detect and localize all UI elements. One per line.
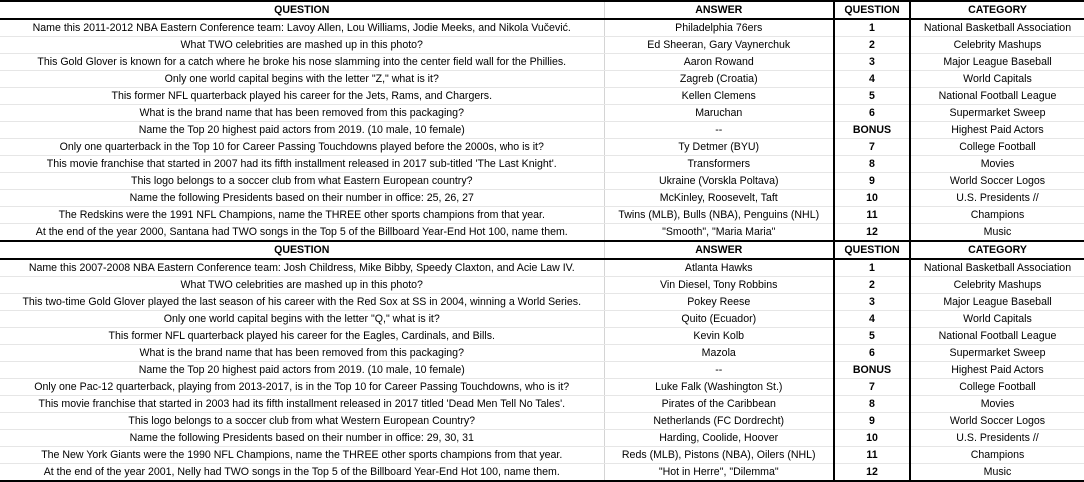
answer-cell: Transformers: [604, 156, 834, 173]
category-cell: World Soccer Logos: [910, 413, 1084, 430]
answer-cell: Ukraine (Vorskla Poltava): [604, 173, 834, 190]
question-cell: This former NFL quarterback played his career for the Jets, Rams, and Chargers.: [0, 88, 604, 105]
answer-cell: --: [604, 122, 834, 139]
question-cell: Name this 2007-2008 NBA Eastern Conference team: Josh Childress, Mike Bibby, Speedy Claxton, and Acie Law IV.: [0, 259, 604, 277]
question-cell: This logo belongs to a soccer club from what Eastern European country?: [0, 173, 604, 190]
table-row: [0, 105, 1084, 122]
answer-cell: Philadelphia 76ers: [604, 19, 834, 37]
table-row: [0, 259, 1084, 277]
category-cell: World Soccer Logos: [910, 173, 1084, 190]
question-cell: This logo belongs to a soccer club from what Western European Country?: [0, 413, 604, 430]
answer-cell: "Hot in Herre", "Dilemma": [604, 464, 834, 482]
category-cell: Music: [910, 224, 1084, 242]
table-row: [0, 277, 1084, 294]
table-row: [0, 328, 1084, 345]
answer-cell: Netherlands (FC Dordrecht): [604, 413, 834, 430]
category-cell: World Capitals: [910, 71, 1084, 88]
table-row: [0, 311, 1084, 328]
question-cell: What TWO celebrities are mashed up in this photo?: [0, 277, 604, 294]
category-cell: Major League Baseball: [910, 54, 1084, 71]
question-number-cell: 4: [834, 71, 910, 88]
answer-cell: Vin Diesel, Tony Robbins: [604, 277, 834, 294]
question-cell: Only one world capital begins with the letter "Z," what is it?: [0, 71, 604, 88]
question-number-cell: 6: [834, 345, 910, 362]
table-row: [0, 139, 1084, 156]
category-cell: Supermarket Sweep: [910, 105, 1084, 122]
question-cell: Name the Top 20 highest paid actors from 2019. (10 male, 10 female): [0, 362, 604, 379]
question-number-cell: 11: [834, 447, 910, 464]
question-number-cell: 3: [834, 294, 910, 311]
table-row: [0, 224, 1084, 242]
answer-cell: Kellen Clemens: [604, 88, 834, 105]
table-row: [0, 447, 1084, 464]
question-cell: This movie franchise that started in 2003 had its fifth installment released in 2017 titled 'Dead Men Tell No Tales'.: [0, 396, 604, 413]
question-number-cell: 5: [834, 88, 910, 105]
table-row: [0, 156, 1084, 173]
category-cell: National Football League: [910, 328, 1084, 345]
category-cell: National Football League: [910, 88, 1084, 105]
table-row: [0, 345, 1084, 362]
question-number-cell: 1: [834, 19, 910, 37]
question-number-cell: 10: [834, 430, 910, 447]
table-row: [0, 430, 1084, 447]
question-number-cell: 2: [834, 277, 910, 294]
table-row: [0, 37, 1084, 54]
question-cell: Only one world capital begins with the letter "Q," what is it?: [0, 311, 604, 328]
question-cell: Name the following Presidents based on their number in office: 29, 30, 31: [0, 430, 604, 447]
question-cell: Name the Top 20 highest paid actors from 2019. (10 male, 10 female): [0, 122, 604, 139]
question-cell: The New York Giants were the 1990 NFL Champions, name the THREE other sports champions from that year.: [0, 447, 604, 464]
category-cell: Major League Baseball: [910, 294, 1084, 311]
section-header-row: [0, 241, 1084, 259]
table-row: [0, 396, 1084, 413]
answer-column-header: ANSWER: [604, 241, 834, 259]
question-cell: At the end of the year 2000, Santana had TWO songs in the Top 5 of the Billboard Year-End Hot 100, name them.: [0, 224, 604, 242]
answer-cell: Aaron Rowand: [604, 54, 834, 71]
answer-cell: Twins (MLB), Bulls (NBA), Penguins (NHL): [604, 207, 834, 224]
question-cell: What TWO celebrities are mashed up in this photo?: [0, 37, 604, 54]
question-number-cell: 8: [834, 156, 910, 173]
sheet-body: [0, 1, 1084, 481]
question-cell: At the end of the year 2001, Nelly had TWO songs in the Top 5 of the Billboard Year-End Hot 100, name them.: [0, 464, 604, 482]
table-row: [0, 190, 1084, 207]
table-row: [0, 71, 1084, 88]
answer-cell: Kevin Kolb: [604, 328, 834, 345]
answer-cell: Mazola: [604, 345, 834, 362]
table-row: [0, 173, 1084, 190]
category-cell: Celebrity Mashups: [910, 37, 1084, 54]
question-number-column-header: QUESTION: [834, 1, 910, 19]
question-number-cell: 11: [834, 207, 910, 224]
question-cell: This former NFL quarterback played his career for the Eagles, Cardinals, and Bills.: [0, 328, 604, 345]
question-column-header: QUESTION: [0, 241, 604, 259]
question-number-cell: 7: [834, 379, 910, 396]
category-cell: Music: [910, 464, 1084, 482]
category-cell: College Football: [910, 139, 1084, 156]
question-cell: This Gold Glover is known for a catch where he broke his nose slamming into the center field wall for the Phillies.: [0, 54, 604, 71]
question-number-cell: 12: [834, 464, 910, 482]
question-number-cell: 3: [834, 54, 910, 71]
category-cell: Movies: [910, 396, 1084, 413]
question-number-cell: 9: [834, 413, 910, 430]
question-cell: Only one Pac-12 quarterback, playing from 2013-2017, is in the Top 10 for Career Passing Touchdowns, who is it?: [0, 379, 604, 396]
answer-cell: Harding, Coolide, Hoover: [604, 430, 834, 447]
question-cell: Name this 2011-2012 NBA Eastern Conference team: Lavoy Allen, Lou Williams, Jodie Meeks, and Nikola Vučević.: [0, 19, 604, 37]
answer-cell: Atlanta Hawks: [604, 259, 834, 277]
answer-cell: --: [604, 362, 834, 379]
table-row: [0, 413, 1084, 430]
table-row: [0, 207, 1084, 224]
question-column-header: QUESTION: [0, 1, 604, 19]
question-number-cell: 6: [834, 105, 910, 122]
category-cell: Movies: [910, 156, 1084, 173]
question-number-cell: 12: [834, 224, 910, 242]
question-cell: Only one quarterback in the Top 10 for Career Passing Touchdowns played before the 2000s, who is it?: [0, 139, 604, 156]
question-number-cell: 7: [834, 139, 910, 156]
answer-cell: Luke Falk (Washington St.): [604, 379, 834, 396]
question-number-cell: 10: [834, 190, 910, 207]
question-number-cell: 1: [834, 259, 910, 277]
answer-cell: Ty Detmer (BYU): [604, 139, 834, 156]
category-cell: Champions: [910, 207, 1084, 224]
question-number-cell: 5: [834, 328, 910, 345]
question-cell: This movie franchise that started in 2007 had its fifth installment released in 2017 sub-titled 'The Last Knight'.: [0, 156, 604, 173]
category-cell: Highest Paid Actors: [910, 122, 1084, 139]
answer-cell: McKinley, Roosevelt, Taft: [604, 190, 834, 207]
section-header-row: [0, 1, 1084, 19]
question-cell: Name the following Presidents based on their number in office: 25, 26, 27: [0, 190, 604, 207]
answer-cell: Zagreb (Croatia): [604, 71, 834, 88]
question-number-cell: 9: [834, 173, 910, 190]
question-cell: The Redskins were the 1991 NFL Champions, name the THREE other sports champions from that year.: [0, 207, 604, 224]
question-number-cell: BONUS: [834, 122, 910, 139]
table-row: [0, 54, 1084, 71]
table-row: [0, 294, 1084, 311]
category-cell: U.S. Presidents //: [910, 430, 1084, 447]
answer-cell: Maruchan: [604, 105, 834, 122]
table-row: [0, 464, 1084, 482]
question-number-cell: BONUS: [834, 362, 910, 379]
category-cell: College Football: [910, 379, 1084, 396]
question-number-cell: 4: [834, 311, 910, 328]
question-cell: This two-time Gold Glover played the last season of his career with the Red Sox at SS in 2004, winning a World Series.: [0, 294, 604, 311]
question-cell: What is the brand name that has been removed from this packaging?: [0, 105, 604, 122]
question-number-cell: 2: [834, 37, 910, 54]
question-number-column-header: QUESTION: [834, 241, 910, 259]
table-row: [0, 122, 1084, 139]
category-cell: Highest Paid Actors: [910, 362, 1084, 379]
category-cell: U.S. Presidents //: [910, 190, 1084, 207]
category-cell: Supermarket Sweep: [910, 345, 1084, 362]
category-column-header: CATEGORY: [910, 241, 1084, 259]
answer-cell: Pokey Reese: [604, 294, 834, 311]
category-cell: Celebrity Mashups: [910, 277, 1084, 294]
question-cell: What is the brand name that has been removed from this packaging?: [0, 345, 604, 362]
answer-cell: Quito (Ecuador): [604, 311, 834, 328]
category-cell: Champions: [910, 447, 1084, 464]
table-row: [0, 362, 1084, 379]
category-cell: National Basketball Association: [910, 259, 1084, 277]
answer-cell: Reds (MLB), Pistons (NBA), Oilers (NHL): [604, 447, 834, 464]
answer-cell: Pirates of the Caribbean: [604, 396, 834, 413]
answer-cell: "Smooth", "Maria Maria": [604, 224, 834, 242]
category-column-header: CATEGORY: [910, 1, 1084, 19]
table-row: [0, 19, 1084, 37]
table-row: [0, 379, 1084, 396]
answer-cell: Ed Sheeran, Gary Vaynerchuk: [604, 37, 834, 54]
table-row: [0, 88, 1084, 105]
category-cell: World Capitals: [910, 311, 1084, 328]
answer-column-header: ANSWER: [604, 1, 834, 19]
category-cell: National Basketball Association: [910, 19, 1084, 37]
question-number-cell: 8: [834, 396, 910, 413]
